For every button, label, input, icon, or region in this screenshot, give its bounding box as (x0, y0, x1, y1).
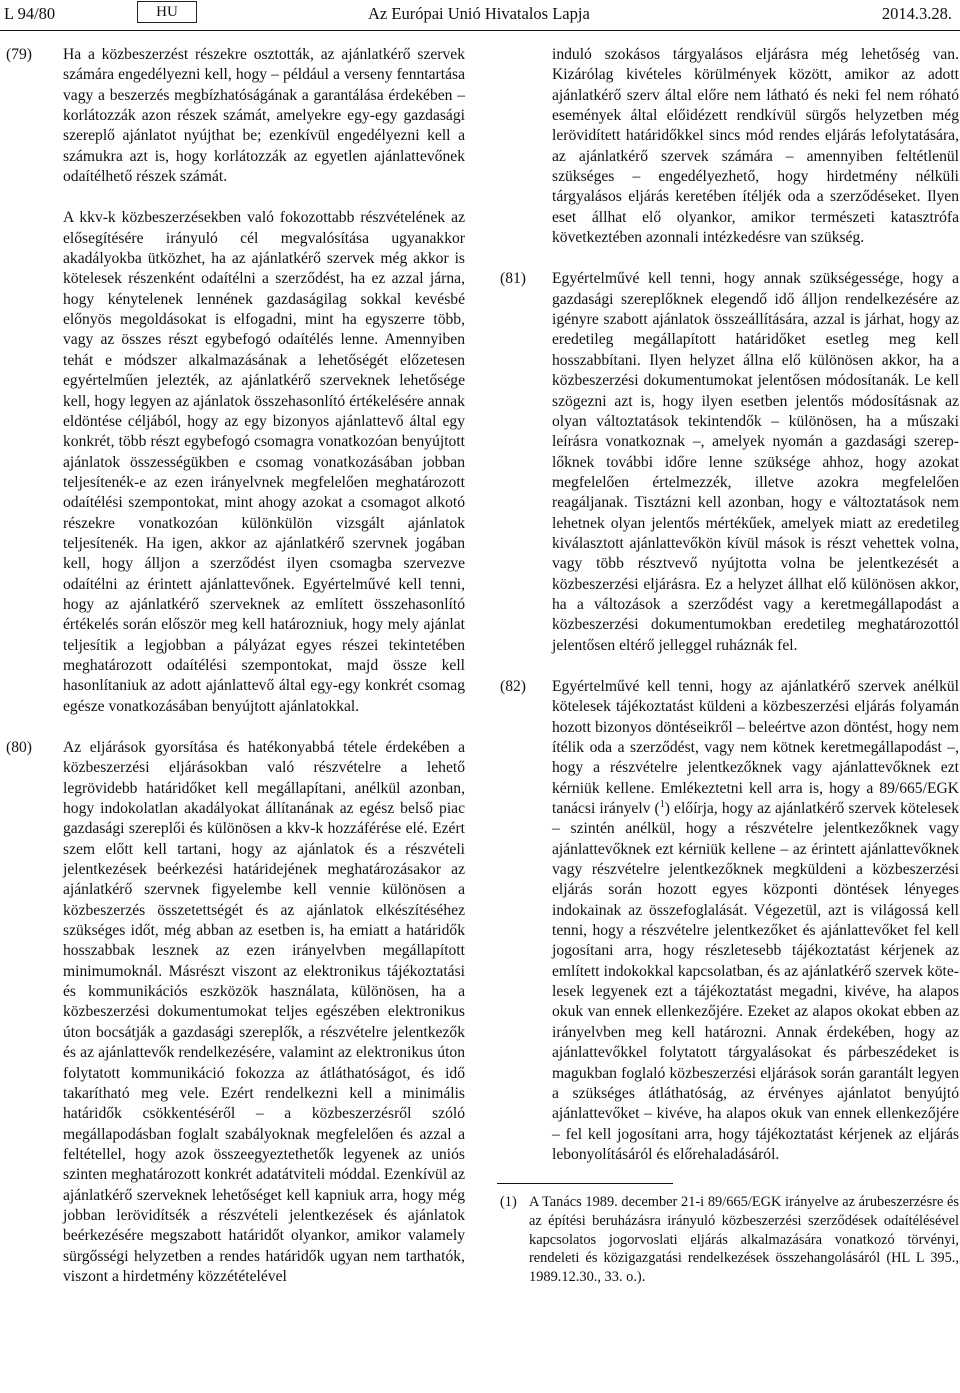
recital-paragraph (552, 677, 959, 1165)
recital-paragraph: Egyértelművé kell tenni, hogy annak szükségessége, hogy a gazdasági szereplőknek elegendő idő álljon rendelkezésére az igényre szabott ajánlatok összeállítására, azzal is járhat, hogy az eredetileg megállapított határidőket esetleg meg kell hosszabbítani. Ilyen helyzet állna elő különösen akkor, ha a közbeszerzési dokumentumokat jelentősen módosítanák. Le kell szögezni azt is, hogy ilyen esetben jelentős módosításnak az olyan változtatások tekintendők – különösen, ha a műszaki leírásra vonatkoznak –, amelyek nyomán a gazdasági szereplőknek további időre lenne szüksége ahhoz, hogy azokat megfelelően értelmezzék, illetve azokra megfelelően reagáljanak. Tisztázni kell azonban, hogy e változtatások nem lehetnek olyan jelentős mértékűek, amelyek miatt az eredetileg kiválasztott ajánlattevőkön kívül mások is részt vehettek volna, vagy több résztvevő nyújtotta volna be jelentkezését a közbeszerzési eljárásra. Ez a helyzet állhat elő különösen akkor, ha a változások a szerződést vagy a keretmegállapodást a közbeszerzési dokumentumokban eredetileg meghatározottól jelentősen eltérő jelleggel ruháznák fel. (552, 270, 959, 654)
recital-number: (82) (500, 677, 526, 695)
recital-text: ) előírja, hogy az ajánlatkérő szervek kötelesek – szintén anélkül, hogy a részvételre jelentkezőknek vagy ajánlattevőknek ezt kérniük kellene – az érintett ajánlattevőknek vagy részvételre jelentkezőknek megküldeni a közbeszerzési eljárás során hozott egyes központi döntések lényeges indokainak az összefoglalását. Végezetül, azt is világossá kell tenni, hogy a részvételre jelentkezőket és ajánlattevőket fel kell jogosítani arra, hogy részletesebb tájékoztatást kérjenek az említett indokokkal kapcsolatban, és az ajánlatkérő szervek kötelesek legyenek ezt a tájékoztatást megadni, kivéve, ha alapos okuk van ennek ellenkezőjére. Ezeket az alapos okokat ebben az irányelvben meg kell határozni. Annak érdekében, hogy az ajánlattevőkkel folytatott tárgyalásokat és párbeszédeket is magukban foglaló közbeszerzési eljárások során garantált legyen a szükséges átláthatóság, az érvényes ajánlatot benyújtó ajánlattevőket – kivéve, ha alapos okuk van ennek ellenkezőjére – fel kell jogosítani arra, hogy tájékoztatást kérjenek az eljárás lebonyolításáról és előrehaladásáról. (552, 800, 959, 1163)
journal-title: Az Európai Unió Hivatalos Lapja (368, 4, 590, 23)
recital-number: (80) (6, 739, 32, 756)
recital-79 (0, 45, 465, 717)
footnote-separator (497, 1183, 673, 1184)
footnote-text: A Tanács 1989. december 21-i 89/665/EGK irányelve az árubeszerzésre és az építési beruházásra irányuló közbeszerzési szerződések odaítélésével kapcsolatos jogorvoslati eljárás alkalmazására vonatkozó törvényi, rendeleti és közigazgatási rendelkezések összehangolásáról (HL L 395., 1989.12.30., 33. o.). (529, 1194, 959, 1286)
recital-80-continued (497, 45, 959, 248)
recital-82 (497, 677, 959, 1165)
recital-paragraph: Az eljárások gyorsítása és hatékonyabbá tétele érdekében a közbeszerzési eljárásokban való részvételre a lehető legrövidebb határidőket kell megállapítani, anélkül azonban, hogy indokolatlan akadályokat állítanának az egész belső piac gazdasági szereplői és különösen a kkv-k hozzáférése elé. Ezért szem előtt kell tartani, hogy az ajánlatok és a részvételi jelentkezések beérkezési határidejének meghatározásakor az ajánlatkérő szervnek figyelembe kell vennie különösen a közbeszerzés összetettségét és az ajánlatok elkészítéséhez szükséges időt, még abban az esetben is, ha emiatt a határidők hosszabbak lesznek az ezen irányelvben megállapított minimumoknál. Másrészt viszont az elektronikus tájékoztatási és kommunikációs eszközök használata, különösen, ha a közbeszerzési dokumentumokat teljes egészében elektronikus úton bocsátják a gazdasági szereplők, a részvételre jelentkezők és az ajánlattevők rendelkezésére, valamint az elektronikus úton folytatott kommunikáció fokozza az átláthatóságot, és idő takarítható meg vele. Ezért rendelkezni kell a minimális határidők csökkentéséről – a közbeszerzésről szóló megállapodásban foglalt szabályoknak megfelelően és azzal a feltétellel, hogy azok összeegyeztethetők legyenek az uniós szinten meghatározott konkrét adatátviteli móddal. Ezenkívül az ajánlatkérő szerveknek lehetőséget kell kapniuk arra, hogy még jobban lerövidítsék a részvételi jelentkezések és ajánlatok beérkezésére megszabott határidőt olyankor, amikor valamely sürgősségi helyzetben a rendes határidők ugyan nem tarthatók, viszont a hirdetmény közzétételével (63, 739, 465, 1285)
recital-number: (79) (6, 46, 32, 63)
page-number: L 94/80 (4, 4, 56, 23)
recital-number: (81) (500, 270, 526, 288)
recital-81 (497, 269, 959, 656)
left-column (0, 45, 465, 1287)
recital-paragraph: A kkv-k közbeszerzésekben való fokozottabb részvételének az elősegítésére irányuló cél megvalósítása ugyanakkor akadályokba ütközhet, ha az ajánlatkérő szervek még akkor is kötelesek részenként odaítélni a szerződést, ha ez azzal járna, hogy kénytelenek lennének gazdaságilag sokkal kevésbé előnyös megoldásokat is elfogadni, mint ha egyszerre több, vagy az összes részt egybefogó odaítélés lenne. Amennyiben tehát e módszer alkalmazásának a lehetőségét előzetesen egyértelműen jelezték, az ajánlatkérő szerveknek lehetősége kell, hogy legyen az ajánlatok összehasonlító értékelésére annak eldöntése céljából, hogy az egy bizonyos ajánlattevő által egy konkrét, több részt egybefogó csomagra vonatkozóan benyújtott ajánlatok összességükben e csomag vonatkozásában jobban teljesítenék-e az ezen irányelvnek megfelelően meghatározott odaítélési szempontokat, mint ahogy azokat a csomagot alkotó részekre vonatkozóan különkülön vizsgált ajánlatok teljesítenék. Ha igen, akkor az ajánlatkérő szervnek jogában kell, hogy álljon a szerződést ilyen csomagba szervezve odaítélni az érintett ajánlattevőnek. Egyértelművé kell tenni, hogy az ajánlatkérő szerveknek az említett összehasonlító értékelés során először meg kell határozniuk, hogy mely ajánlat teljesítik a legjobban a pályázat egyes részei tekintetében meghatározott odaítélési szempontokat, majd össze kell hasonlítaniuk az adott ajánlattevő által egy-egy konkrét csomag egésze vonatkozásában benyújtott ajánlatokkal. (63, 209, 465, 715)
language-code-box: HU (137, 1, 197, 23)
footnote (497, 1193, 959, 1287)
recital-paragraph: Ha a közbeszerzést részekre osztották, az ajánlatkérő szervek számára engedélyezni kell, hogy – például a verseny fenntartása vagy a beszerzés megbízhatóságának a garantálása érdekében – korlátozzák azon részek számát, amelyekre egy-egy gazdasági szereplő ajánlatot nyújthat be; ezenkívül engedélyezni kell a számukra azt is, hogy korlátozzák az egyetlen ajánlattevőnek odaítélhető részek számát. (63, 46, 465, 186)
footnote-reference[interactable]: 1 (659, 798, 665, 810)
recital-80 (0, 738, 465, 1287)
recital-paragraph: induló szokásos tárgyalásos eljárásra még lehetőség van. Kizárólag kivételes körülmények között, amikor az adott ajánlatkérő szerv által előre nem látható és neki fel nem róható események által előidézett rendkívül sürgős helyzetben még lerövidített határidőkkel sincs mód rendes eljárás lefolytatására, az ajánlatkérő szervek számára – amennyiben feltétlenül szükséges – engedélyezhető, hogy hirdetmény nélküli tárgyalásos eljárás keretében ítéljék oda a szerződéseket. Ilyen eset állhat elő olyankor, amikor természeti katasztrófa következtében azonnali intézkedésre van szükség. (552, 46, 959, 247)
right-column (497, 45, 959, 1287)
publication-date: 2014.3.28. (881, 4, 952, 23)
recital-text: Egyértelművé kell tenni, hogy az ajánlatkérő szervek anélkül kötelesek tájékoztatást küldeni a közbeszerzési eljárás folyamán hozott bizonyos döntéseikről – beleértve azon döntést, hogy nem ítélik oda a szerződést, vagy nem kötnek keretmegállapodást –, hogy a részvételre jelentkezőknek vagy ajánlattevőknek ezt kérniük kellene. Emlékeztetni kell arra is, hogy a 89/665/EGK tanácsi irányelv ( (552, 677, 959, 818)
footnote-mark: (1) (500, 1194, 517, 1211)
page-header (0, 0, 960, 32)
header-rule (0, 30, 960, 31)
